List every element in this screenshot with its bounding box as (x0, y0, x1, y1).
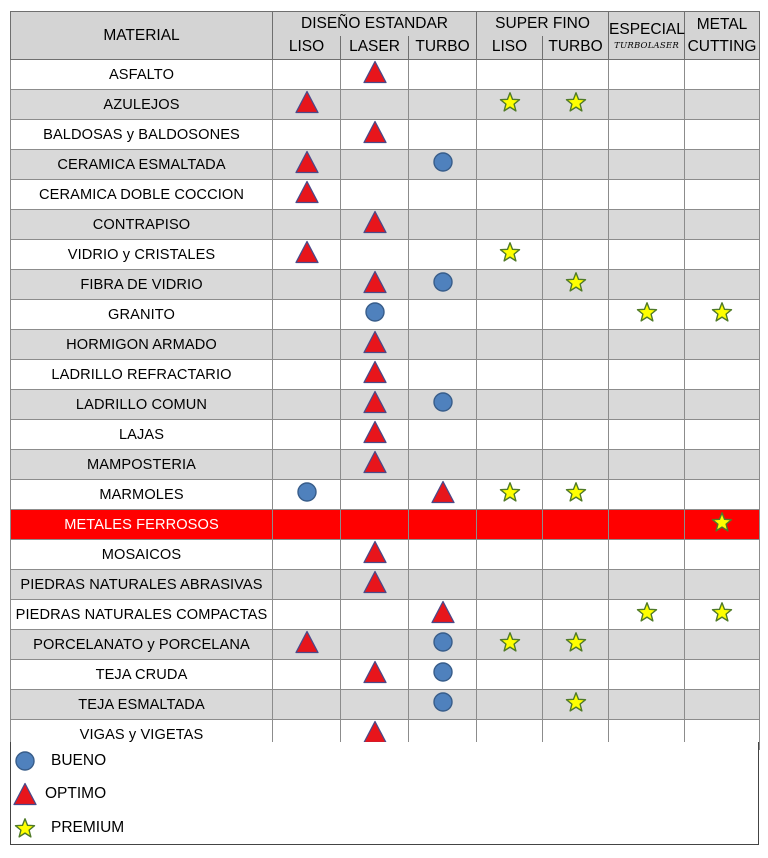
cell-de_laser (341, 570, 409, 600)
cell-sf_turbo (543, 120, 609, 150)
header-sub-liso: LISO (273, 36, 341, 60)
header-material: MATERIAL (11, 12, 273, 60)
triangle-icon (363, 60, 387, 84)
triangle-icon (295, 150, 319, 174)
circle-icon (363, 300, 387, 324)
cell-de_liso (273, 600, 341, 630)
material-name: BALDOSAS y BALDOSONES (11, 120, 273, 150)
triangle-icon (363, 210, 387, 234)
cell-de_turbo (409, 570, 477, 600)
cell-de_turbo (409, 540, 477, 570)
material-name: MOSAICOS (11, 540, 273, 570)
material-name: VIGAS y VIGETAS (11, 720, 273, 750)
cell-sf_liso (477, 540, 543, 570)
cell-especial (609, 60, 685, 90)
table-row (11, 150, 760, 180)
triangle-icon (363, 390, 387, 414)
material-name: ASFALTO (11, 60, 273, 90)
cell-sf_liso (477, 390, 543, 420)
cell-de_liso (273, 60, 341, 90)
cell-de_liso (273, 120, 341, 150)
cell-especial (609, 570, 685, 600)
material-name: LADRILLO COMUN (11, 390, 273, 420)
cell-de_liso (273, 540, 341, 570)
star-icon (635, 300, 659, 324)
cell-de_laser (341, 360, 409, 390)
table-row (11, 540, 760, 570)
cell-sf_turbo (543, 540, 609, 570)
circle-icon (431, 150, 455, 174)
star-icon (498, 480, 522, 504)
header-sub-laser: LASER (341, 36, 409, 60)
cell-sf_liso (477, 240, 543, 270)
cell-de_turbo (409, 390, 477, 420)
cell-especial (609, 120, 685, 150)
table-row (11, 450, 760, 480)
material-name: AZULEJOS (11, 90, 273, 120)
cell-metal (685, 270, 760, 300)
star-icon (498, 630, 522, 654)
cell-sf_turbo (543, 690, 609, 720)
cell-sf_liso (477, 150, 543, 180)
cell-especial (609, 660, 685, 690)
material-name: LAJAS (11, 420, 273, 450)
cell-sf_liso (477, 450, 543, 480)
cell-metal (685, 360, 760, 390)
cell-de_turbo (409, 60, 477, 90)
cell-metal (685, 600, 760, 630)
star-icon (710, 510, 734, 534)
table-row (11, 600, 760, 630)
cell-de_turbo (409, 240, 477, 270)
cell-de_liso (273, 150, 341, 180)
cell-de_laser (341, 630, 409, 660)
legend-item-premium (11, 813, 124, 843)
material-name: MAMPOSTERIA (11, 450, 273, 480)
material-name: GRANITO (11, 300, 273, 330)
cell-metal (685, 180, 760, 210)
material-name: CONTRAPISO (11, 210, 273, 240)
cell-de_liso (273, 360, 341, 390)
table-row (11, 120, 760, 150)
triangle-icon (295, 240, 319, 264)
cell-metal (685, 330, 760, 360)
star-icon (564, 630, 588, 654)
header-group-metal-cutting (685, 12, 760, 60)
cell-sf_liso (477, 420, 543, 450)
cell-metal (685, 630, 760, 660)
cell-de_liso (273, 270, 341, 300)
cell-especial (609, 600, 685, 630)
cell-sf_turbo (543, 600, 609, 630)
cell-de_laser (341, 270, 409, 300)
cell-metal (685, 480, 760, 510)
cell-sf_turbo (543, 300, 609, 330)
cell-de_liso (273, 450, 341, 480)
cell-de_turbo (409, 360, 477, 390)
table-row (11, 630, 760, 660)
cell-sf_turbo (543, 390, 609, 420)
material-name: LADRILLO REFRACTARIO (11, 360, 273, 390)
cell-especial (609, 180, 685, 210)
cell-de_turbo (409, 150, 477, 180)
cell-sf_liso (477, 360, 543, 390)
cell-de_liso (273, 690, 341, 720)
cell-metal (685, 570, 760, 600)
cell-sf_turbo (543, 450, 609, 480)
cell-especial (609, 510, 685, 540)
legend-label-optimo: OPTIMO (45, 785, 107, 802)
cell-sf_turbo (543, 630, 609, 660)
cell-de_turbo (409, 300, 477, 330)
cell-sf_turbo (543, 60, 609, 90)
cell-de_laser (341, 120, 409, 150)
cell-sf_turbo (543, 270, 609, 300)
cell-metal (685, 240, 760, 270)
legend-item-optimo (11, 779, 106, 809)
star-icon (498, 90, 522, 114)
cell-especial (609, 420, 685, 450)
star-icon (710, 600, 734, 624)
material-name: TEJA CRUDA (11, 660, 273, 690)
cell-sf_turbo (543, 330, 609, 360)
table-row (11, 510, 760, 540)
cell-metal (685, 300, 760, 330)
circle-icon (295, 480, 319, 504)
cell-de_turbo (409, 690, 477, 720)
cell-de_turbo (409, 420, 477, 450)
cell-sf_turbo (543, 180, 609, 210)
cell-especial (609, 210, 685, 240)
star-icon (564, 690, 588, 714)
table-row (11, 270, 760, 300)
header-metal-label: METAL (696, 15, 748, 33)
cell-sf_turbo (543, 360, 609, 390)
table-row (11, 60, 760, 90)
cell-de_turbo (409, 270, 477, 300)
cell-sf_liso (477, 630, 543, 660)
cell-de_turbo (409, 600, 477, 630)
cell-de_turbo (409, 330, 477, 360)
table-row (11, 570, 760, 600)
cell-especial (609, 150, 685, 180)
cell-especial (609, 390, 685, 420)
cell-sf_liso (477, 180, 543, 210)
triangle-icon (295, 90, 319, 114)
table-body (11, 60, 760, 750)
cell-sf_turbo (543, 210, 609, 240)
material-name: PIEDRAS NATURALES ABRASIVAS (11, 570, 273, 600)
table-row (11, 330, 760, 360)
cell-de_liso (273, 330, 341, 360)
material-name: METALES FERROSOS (11, 510, 273, 540)
cell-metal (685, 210, 760, 240)
triangle-icon (363, 330, 387, 354)
star-icon (564, 480, 588, 504)
cell-sf_liso (477, 570, 543, 600)
star-icon (710, 300, 734, 324)
header-sub-sf-turbo: TURBO (543, 36, 609, 60)
triangle-icon (363, 270, 387, 294)
cell-de_turbo (409, 510, 477, 540)
star-icon (13, 816, 37, 840)
cell-de_laser (341, 600, 409, 630)
material-name: CERAMICA DOBLE COCCION (11, 180, 273, 210)
triangle-icon (295, 180, 319, 204)
table-row (11, 90, 760, 120)
cell-de_laser (341, 540, 409, 570)
header-especial-label: ESPECIAL (609, 20, 685, 38)
cell-de_laser (341, 480, 409, 510)
triangle-icon (13, 782, 37, 806)
table-row (11, 210, 760, 240)
cell-de_laser (341, 660, 409, 690)
cell-sf_liso (477, 60, 543, 90)
table-row (11, 300, 760, 330)
cell-de_liso (273, 300, 341, 330)
cell-de_liso (273, 660, 341, 690)
circle-icon (13, 749, 37, 773)
triangle-icon (363, 660, 387, 684)
cell-metal (685, 60, 760, 90)
cell-de_liso (273, 570, 341, 600)
cell-especial (609, 480, 685, 510)
cell-especial (609, 90, 685, 120)
cell-metal (685, 690, 760, 720)
table-row (11, 180, 760, 210)
cell-sf_turbo (543, 570, 609, 600)
triangle-icon (363, 420, 387, 444)
cell-de_laser (341, 450, 409, 480)
triangle-icon (431, 480, 455, 504)
cell-sf_turbo (543, 510, 609, 540)
triangle-icon (363, 720, 387, 744)
triangle-icon (363, 450, 387, 474)
cell-de_laser (341, 90, 409, 120)
cell-de_laser (341, 150, 409, 180)
table-row (11, 690, 760, 720)
material-name: FIBRA DE VIDRIO (11, 270, 273, 300)
cell-sf_turbo (543, 240, 609, 270)
legend-label-bueno: BUENO (51, 752, 107, 769)
cell-de_turbo (409, 660, 477, 690)
cell-sf_liso (477, 480, 543, 510)
cell-de_laser (341, 180, 409, 210)
cell-de_laser (341, 390, 409, 420)
header-group-super-fino: SUPER FINO (477, 12, 609, 36)
header-cutting-label: CUTTING (687, 37, 757, 55)
header-especial-sublabel: TURBOLASER (614, 40, 679, 51)
material-name: PORCELANATO y PORCELANA (11, 630, 273, 660)
cell-metal (685, 660, 760, 690)
cell-de_liso (273, 90, 341, 120)
material-name: CERAMICA ESMALTADA (11, 150, 273, 180)
cell-especial (609, 360, 685, 390)
cell-de_liso (273, 420, 341, 450)
cell-sf_liso (477, 120, 543, 150)
cell-sf_turbo (543, 660, 609, 690)
cell-metal (685, 120, 760, 150)
cell-metal (685, 420, 760, 450)
cell-de_turbo (409, 120, 477, 150)
cell-metal (685, 90, 760, 120)
cell-especial (609, 270, 685, 300)
cell-metal (685, 150, 760, 180)
cell-sf_liso (477, 300, 543, 330)
cell-metal (685, 450, 760, 480)
cell-especial (609, 330, 685, 360)
cell-de_liso (273, 390, 341, 420)
table-row (11, 240, 760, 270)
cell-de_liso (273, 180, 341, 210)
cell-sf_turbo (543, 90, 609, 120)
cell-de_turbo (409, 480, 477, 510)
material-name: HORMIGON ARMADO (11, 330, 273, 360)
cell-especial (609, 690, 685, 720)
table-row (11, 390, 760, 420)
cell-sf_turbo (543, 420, 609, 450)
cell-sf_liso (477, 660, 543, 690)
star-icon (635, 600, 659, 624)
cell-de_liso (273, 240, 341, 270)
cell-de_laser (341, 420, 409, 450)
star-icon (564, 90, 588, 114)
circle-icon (431, 660, 455, 684)
circle-icon (431, 270, 455, 294)
header-group-especial (609, 12, 685, 60)
legend-label-premium: PREMIUM (51, 819, 125, 836)
cell-metal (685, 390, 760, 420)
triangle-icon (363, 540, 387, 564)
cell-de_laser (341, 330, 409, 360)
material-compatibility-table (10, 11, 760, 750)
cell-sf_liso (477, 90, 543, 120)
cell-de_turbo (409, 630, 477, 660)
cell-sf_liso (477, 210, 543, 240)
cell-especial (609, 300, 685, 330)
cell-metal (685, 510, 760, 540)
circle-icon (431, 630, 455, 654)
cell-de_laser (341, 60, 409, 90)
cell-de_turbo (409, 210, 477, 240)
star-icon (564, 270, 588, 294)
cell-sf_liso (477, 270, 543, 300)
triangle-icon (363, 570, 387, 594)
cell-sf_liso (477, 690, 543, 720)
circle-icon (431, 690, 455, 714)
header-group-diseno-estandar: DISEÑO ESTANDAR (273, 12, 477, 36)
cell-de_liso (273, 630, 341, 660)
legend (10, 742, 759, 845)
table-row (11, 420, 760, 450)
material-name: VIDRIO y CRISTALES (11, 240, 273, 270)
cell-de_liso (273, 510, 341, 540)
star-icon (498, 240, 522, 264)
cell-de_laser (341, 240, 409, 270)
legend-item-bueno (11, 746, 106, 776)
cell-especial (609, 630, 685, 660)
cell-sf_liso (477, 600, 543, 630)
cell-especial (609, 240, 685, 270)
triangle-icon (295, 630, 319, 654)
cell-sf_turbo (543, 150, 609, 180)
cell-de_turbo (409, 90, 477, 120)
cell-especial (609, 540, 685, 570)
circle-icon (431, 390, 455, 414)
material-name: PIEDRAS NATURALES COMPACTAS (11, 600, 273, 630)
triangle-icon (431, 600, 455, 624)
table-row (11, 660, 760, 690)
cell-de_laser (341, 690, 409, 720)
cell-de_laser (341, 210, 409, 240)
material-name: TEJA ESMALTADA (11, 690, 273, 720)
cell-metal (685, 540, 760, 570)
cell-de_turbo (409, 450, 477, 480)
triangle-icon (363, 360, 387, 384)
cell-de_laser (341, 300, 409, 330)
cell-de_liso (273, 210, 341, 240)
header-sub-sf-liso: LISO (477, 36, 543, 60)
cell-especial (609, 450, 685, 480)
cell-de_turbo (409, 180, 477, 210)
cell-sf_turbo (543, 480, 609, 510)
triangle-icon (363, 120, 387, 144)
header-sub-turbo: TURBO (409, 36, 477, 60)
cell-sf_liso (477, 510, 543, 540)
table-row (11, 480, 760, 510)
cell-sf_liso (477, 330, 543, 360)
table-row (11, 360, 760, 390)
material-name: MARMOLES (11, 480, 273, 510)
cell-de_liso (273, 480, 341, 510)
cell-de_laser (341, 510, 409, 540)
